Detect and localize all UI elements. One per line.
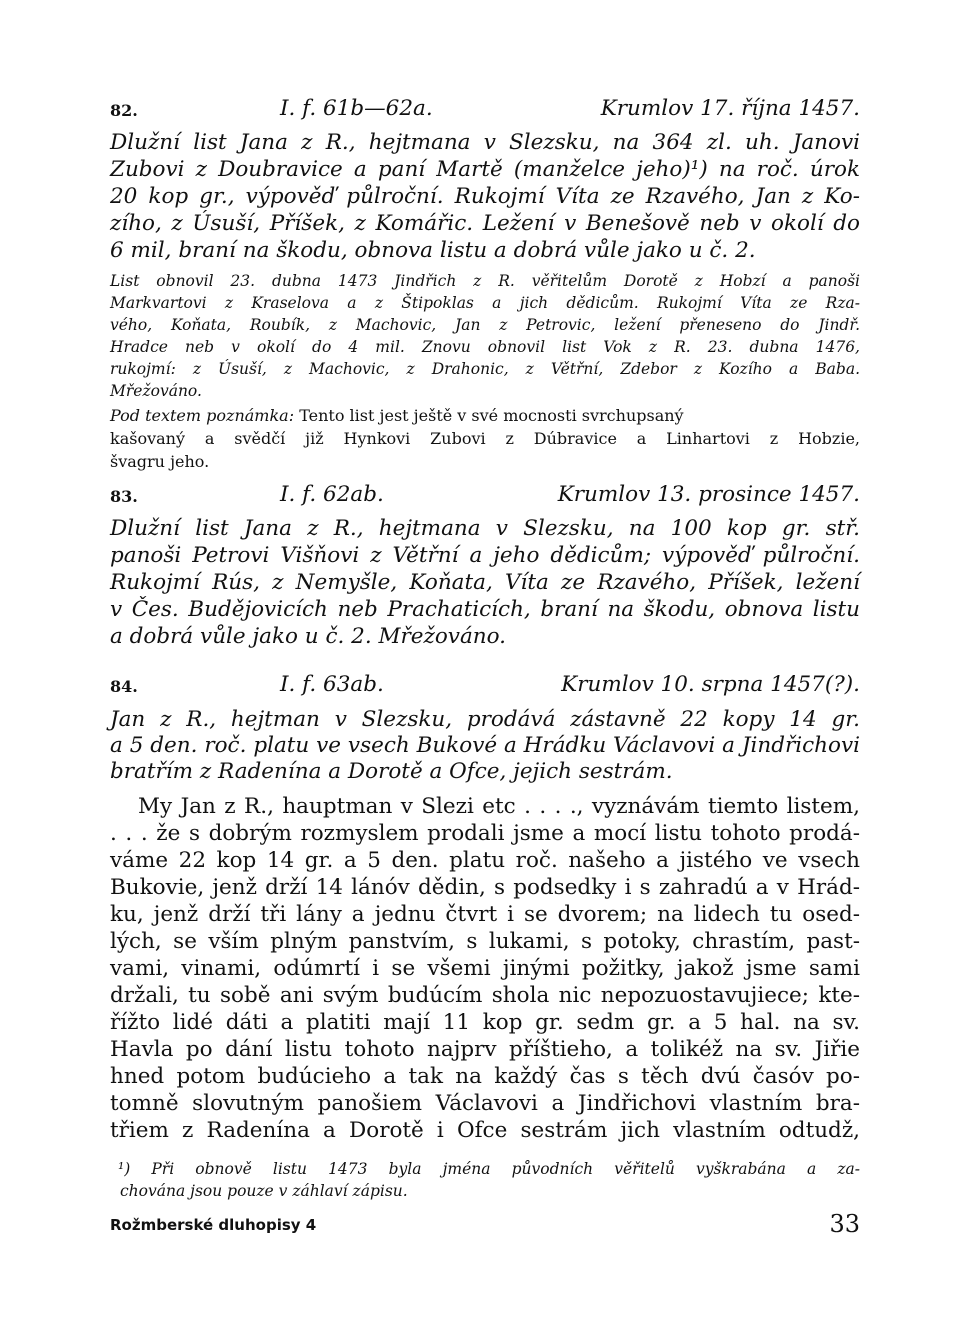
- summary-line: bratřím z Radenína a Dorotě a Ofce, jejich sestrám.: [110, 759, 673, 784]
- remark-label: Pod textem poznámka:: [110, 406, 295, 425]
- page-number: 33: [829, 1210, 860, 1238]
- entry-signature: I. f. 61b—62a.: [280, 96, 433, 121]
- entry-number: 83.: [110, 487, 138, 506]
- summary-line: Dlužní list Jana z R., hejtmana v Slezsku, na 364 zl. uh. Janovi: [110, 130, 860, 155]
- note-line: List obnovil 23. dubna 1473 Jindřich z R. věřitelům Dorotě z Hobzí a panoši: [110, 272, 860, 290]
- remark-line: kašovaný a svědčí již Hynkovi Zubovi z Dúbravice a Linhartovi z Hobzie,: [110, 429, 860, 448]
- entry-number: 82.: [110, 101, 138, 120]
- note-line: Markvartovi z Kraselova a z Štipoklas a jich dědicům. Rukojmí Víta ze Rza-: [110, 294, 860, 312]
- entry-84-header: [110, 672, 860, 702]
- text-line: váme 22 kop 14 gr. a 5 den. platu roč. našeho a jistého ve vsech: [110, 848, 860, 873]
- book-title: Rožmberské dluhopisy 4: [110, 1216, 317, 1234]
- entry-signature: I. f. 62ab.: [280, 482, 384, 507]
- entry-number: 84.: [110, 677, 138, 696]
- summary-line: Dlužní list Jana z R., hejtmana v Slezsku, na 100 kop gr. stř.: [110, 516, 860, 541]
- note-line: Mřežováno.: [110, 382, 202, 400]
- text-line: držali, tu sobě ani svým budúcím shola nic nepozuostavujiece; kte-: [110, 983, 860, 1008]
- text-line: ku, jenž drží tři lány a jednu čtvrt i se dvorem; na lidech tu osed-: [110, 902, 860, 927]
- text-line: řížto lidé dáti a platiti mají 11 kop gr. sedm gr. a 5 hal. na sv.: [110, 1010, 860, 1035]
- entry-place-date: Krumlov 17. října 1457.: [600, 96, 860, 121]
- summary-line: zího, z Úsuší, Příšek, z Komářic. Ležení v Benešově neb v okolí do: [110, 211, 860, 236]
- note-line: rukojmí: z Úsuší, z Machovic, z Drahonic, z Větřní, Zdebor z Kozího a Baba.: [110, 360, 860, 378]
- entry-signature: I. f. 63ab.: [280, 672, 384, 697]
- entry-82-header: [110, 96, 860, 126]
- entry-83-header: [110, 482, 860, 512]
- text-line: lých, se vším plným panstvím, s lukami, s potoky, chrastím, past-: [110, 929, 860, 954]
- remark-line: švagru jeho.: [110, 452, 210, 471]
- footnote-line: chována jsou pouze v záhlaví zápisu.: [120, 1182, 408, 1200]
- summary-line: a 5 den. roč. platu ve vsech Bukové a Hrádku Václavovi a Jindřichovi: [110, 733, 860, 758]
- summary-line: Jan z R., hejtman v Slezsku, prodává zástavně 22 kopy 14 gr.: [110, 707, 860, 732]
- entry-place-date: Krumlov 10. srpna 1457(?).: [561, 672, 860, 697]
- summary-line: Rukojmí Rús, z Nemyšle, Koňata, Víta ze Rzavého, Příšek, ležení: [110, 570, 860, 595]
- text-line: My Jan z R., hauptman v Slezi etc . . . ., vyznávám tiemto listem,: [138, 794, 860, 819]
- summary-line: v Čes. Budějovicích neb Prachaticích, braní na škodu, obnova listu: [110, 597, 860, 622]
- text-line: tomně slovutným panošiem Václavovi a Jindřichovi vlastním bra-: [110, 1091, 860, 1116]
- text-line: Bukovie, jenž drží 14 lánóv dědin, s podsedky i s zahradú a v Hrád-: [110, 875, 860, 900]
- text-line: hned potom budúcieho a tak na každý čas s těch dvú časóv po-: [110, 1064, 860, 1089]
- summary-line: 6 mil, braní na škodu, obnova listu a dobrá vůle jako u č. 2.: [110, 238, 756, 263]
- page-footer: [110, 1210, 860, 1240]
- footnote-line: ¹) Při obnově listu 1473 byla jména původních věřitelů vyškrabána a za-: [118, 1160, 860, 1178]
- summary-line: Zubovi z Doubravice a paní Martě (manželce jeho)¹) na roč. úrok: [110, 157, 860, 182]
- note-line: Hradce neb v okolí do 4 mil. Znovu obnovil list Vok z R. 23. dubna 1476,: [110, 338, 860, 356]
- summary-line: panoši Petrovi Višňovi z Větřní a jeho dědicům; výpověď půlroční.: [110, 543, 860, 568]
- summary-line: 20 kop gr., výpověď půlroční. Rukojmí Víta ze Rzavého, Jan z Ko-: [110, 184, 860, 209]
- remark-text: Tento list jest ještě v své mocnosti svrchupsaný: [299, 406, 684, 425]
- text-line: . . . že s dobrým rozmyslem prodali jsme a mocí listu tohoto prodá-: [110, 821, 860, 846]
- entry-place-date: Krumlov 13. prosince 1457.: [557, 482, 860, 507]
- text-line: Havla po dání listu tohoto najprv příštieho, a tolikéž na sv. Jiřie: [110, 1037, 860, 1062]
- remark-line: [110, 406, 860, 425]
- note-line: vého, Koňata, Roubík, z Machovic, Jan z Petrovic, ležení přeneseno do Jindř.: [110, 316, 860, 334]
- text-line: třiem z Radenína a Dorotě i Ofce sestrám jich vlastním odtudž,: [110, 1118, 860, 1143]
- text-line: vami, vinami, odúmrtí i se všemi jinými požitky, jakož jsme sami: [110, 956, 860, 981]
- summary-line: a dobrá vůle jako u č. 2. Mřežováno.: [110, 624, 507, 649]
